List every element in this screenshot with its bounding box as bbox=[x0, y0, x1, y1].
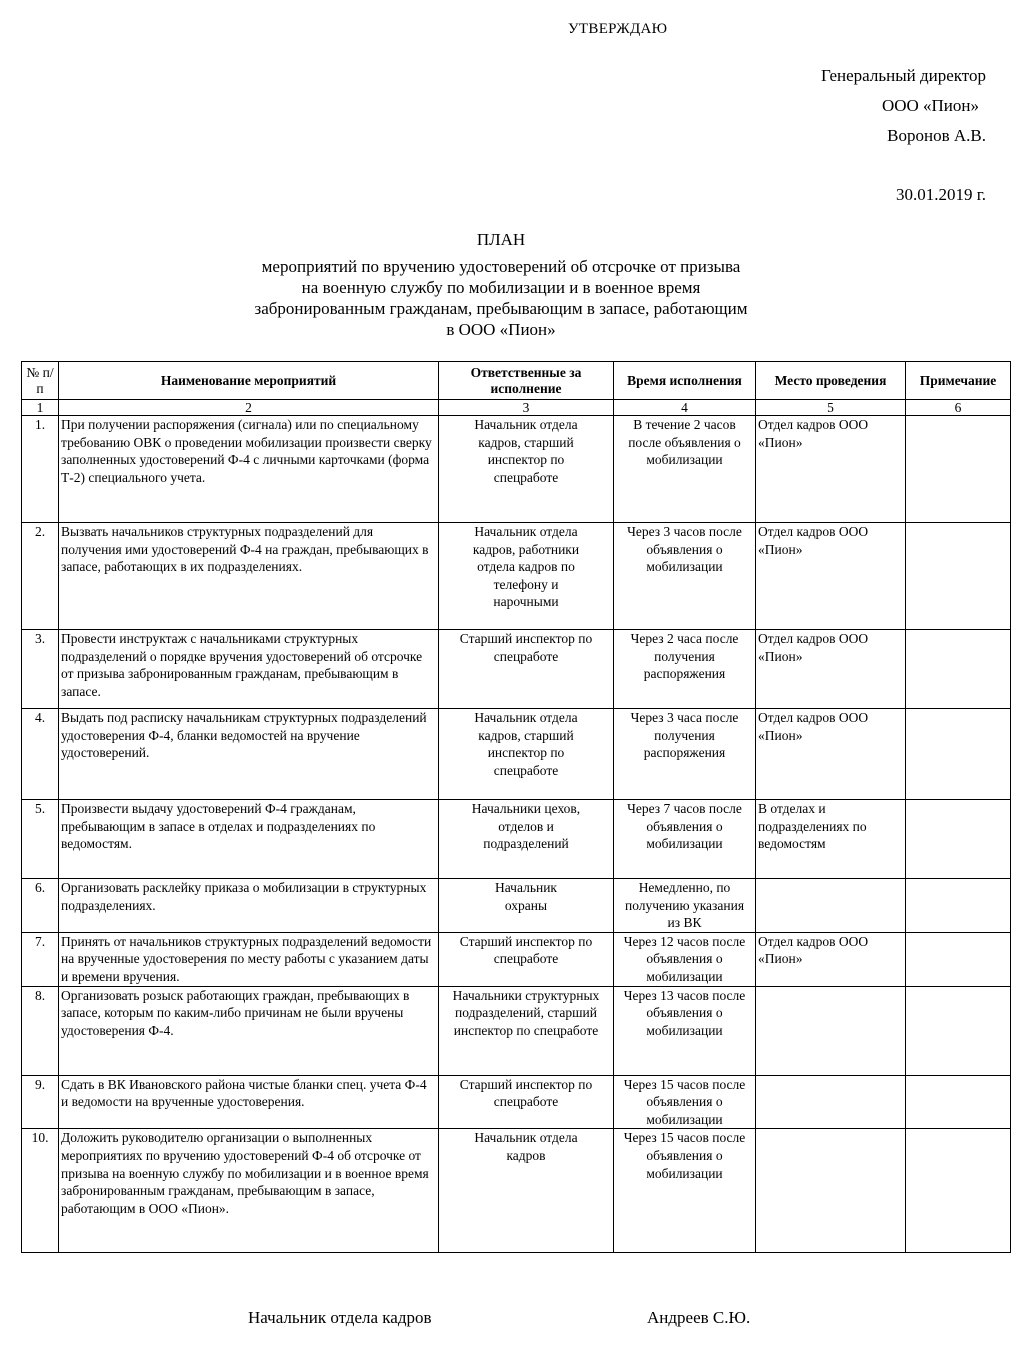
row-number: 2. bbox=[22, 523, 59, 630]
row-place bbox=[756, 879, 906, 933]
row-time: Через 7 часов после объявления о мобилизации bbox=[614, 800, 756, 879]
row-note bbox=[906, 800, 1011, 879]
column-number: 6 bbox=[906, 400, 1011, 416]
approval-label: УТВЕРЖДАЮ bbox=[568, 21, 668, 37]
header-place: Место проведения bbox=[756, 362, 906, 400]
row-place bbox=[756, 1129, 906, 1253]
row-time: Через 3 часа после получения распоряжения bbox=[614, 709, 756, 800]
row-activity: Организовать розыск работающих граждан, пребывающих в запасе, которым по каким-либо причинам не были вручены удостоверения Ф-4. bbox=[59, 986, 439, 1075]
column-number: 3 bbox=[439, 400, 614, 416]
header-note: Примечание bbox=[906, 362, 1011, 400]
signer-name: Андреев С.Ю. bbox=[647, 1308, 751, 1327]
signer-position: Начальник отдела кадров bbox=[248, 1308, 432, 1327]
row-note bbox=[906, 879, 1011, 933]
approval-date: 30.01.2019 г. bbox=[895, 185, 986, 204]
column-number-row bbox=[22, 400, 1011, 416]
row-place: В отделах и подразделениях по ведомостям bbox=[756, 800, 906, 879]
row-time: Через 15 часов после объявления о мобилизации bbox=[614, 1129, 756, 1253]
row-number: 8. bbox=[22, 986, 59, 1075]
approver-organization: ООО «Пион» bbox=[881, 96, 979, 115]
table-row bbox=[22, 932, 1011, 986]
row-note bbox=[906, 630, 1011, 709]
row-time: В течение 2 часов после объявления о мобилизации bbox=[614, 416, 756, 523]
table-header-row bbox=[22, 362, 1011, 400]
row-time: Немедленно, по получению указания из ВК bbox=[614, 879, 756, 933]
row-activity: Организовать расклейку приказа о мобилизации в структурных подразделениях. bbox=[59, 879, 439, 933]
row-responsible: Начальники структурных подразделений, старший инспектор по спецработе bbox=[439, 986, 614, 1075]
row-number: 7. bbox=[22, 932, 59, 986]
header-time: Время исполнения bbox=[614, 362, 756, 400]
row-note bbox=[906, 523, 1011, 630]
row-responsible: Старший инспектор по спецработе bbox=[439, 1075, 614, 1129]
row-activity: При получении распоряжения (сигнала) или по специальному требованию ОВК о проведении мобилизации произвести сверку заполненных удостоверений Ф-4 с личными карточками (форма Т-2) специального учета. bbox=[59, 416, 439, 523]
row-activity: Выдать под расписку начальникам структурных подразделений удостоверения Ф-4, бланки ведомостей на вручение удостоверений. bbox=[59, 709, 439, 800]
row-activity: Вызвать начальников структурных подразделений для получения ими удостоверений Ф-4 на граждан, пребывающих в запасе, работающих в их подразделениях. bbox=[59, 523, 439, 630]
column-number: 2 bbox=[59, 400, 439, 416]
row-time: Через 12 часов после объявления о мобилизации bbox=[614, 932, 756, 986]
row-responsible: Старший инспектор по спецработе bbox=[439, 932, 614, 986]
row-note bbox=[906, 932, 1011, 986]
row-time: Через 3 часов после объявления о мобилизации bbox=[614, 523, 756, 630]
row-responsible: Начальник отдела кадров, старший инспектор по спецработе bbox=[439, 416, 614, 523]
table-row bbox=[22, 986, 1011, 1075]
column-number: 4 bbox=[614, 400, 756, 416]
row-note bbox=[906, 416, 1011, 523]
row-number: 5. bbox=[22, 800, 59, 879]
document-subtitle-line-2: на военную службу по мобилизации и в военное время bbox=[301, 278, 701, 297]
row-place: Отдел кадров ООО «Пион» bbox=[756, 630, 906, 709]
row-number: 6. bbox=[22, 879, 59, 933]
header-name: Наименование мероприятий bbox=[59, 362, 439, 400]
table-row bbox=[22, 416, 1011, 523]
table-row bbox=[22, 709, 1011, 800]
row-note bbox=[906, 1129, 1011, 1253]
row-note bbox=[906, 986, 1011, 1075]
row-place bbox=[756, 986, 906, 1075]
row-number: 9. bbox=[22, 1075, 59, 1129]
column-number: 1 bbox=[22, 400, 59, 416]
row-activity: Сдать в ВК Ивановского района чистые бланки спец. учета Ф-4 и ведомости на врученные удостоверения. bbox=[59, 1075, 439, 1129]
row-responsible: Начальники цехов, отделов и подразделений bbox=[439, 800, 614, 879]
row-activity: Произвести выдачу удостоверений Ф-4 гражданам, пребывающим в запасе в отделах и подразделениях по ведомостям. bbox=[59, 800, 439, 879]
row-place: Отдел кадров ООО «Пион» bbox=[756, 932, 906, 986]
row-time: Через 2 часа после получения распоряжения bbox=[614, 630, 756, 709]
document-subtitle-line-3: забронированным гражданам, пребывающим в запасе, работающим bbox=[254, 299, 748, 318]
document-heading: ПЛАН bbox=[476, 230, 526, 249]
document-subtitle-line-4: в ООО «Пион» bbox=[446, 320, 556, 339]
row-number: 4. bbox=[22, 709, 59, 800]
row-place: Отдел кадров ООО «Пион» bbox=[756, 416, 906, 523]
column-number: 5 bbox=[756, 400, 906, 416]
row-activity: Доложить руководителю организации о выполненных мероприятиях по вручению удостоверений Ф-4 об отсрочке от призыва на военную службу по мобилизации и в военное время забронированным гражданам, пребывающим в запасе, работающим в ООО «Пион». bbox=[59, 1129, 439, 1253]
row-responsible: Начальник отдела кадров, старший инспектор по спецработе bbox=[439, 709, 614, 800]
approver-name: Воронов А.В. bbox=[887, 126, 986, 145]
header-no: № п/п bbox=[22, 362, 59, 400]
row-place: Отдел кадров ООО «Пион» bbox=[756, 709, 906, 800]
row-note bbox=[906, 1075, 1011, 1129]
row-responsible: Начальник отдела кадров, работники отдела кадров по телефону и нарочными bbox=[439, 523, 614, 630]
approver-position: Генеральный директор bbox=[820, 66, 986, 85]
row-time: Через 13 часов после объявления о мобилизации bbox=[614, 986, 756, 1075]
row-number: 1. bbox=[22, 416, 59, 523]
row-responsible: Начальник охраны bbox=[439, 879, 614, 933]
table-row bbox=[22, 630, 1011, 709]
document-subtitle-line-1: мероприятий по вручению удостоверений об отсрочке от призыва bbox=[261, 257, 741, 276]
row-responsible: Старший инспектор по спецработе bbox=[439, 630, 614, 709]
table-row bbox=[22, 1075, 1011, 1129]
row-place bbox=[756, 1075, 906, 1129]
plan-table bbox=[21, 361, 1011, 1253]
row-activity: Провести инструктаж с начальниками структурных подразделений о порядке вручения удостоверений об отсрочке от призыва забронированным гражданам, пребывающим в запасе. bbox=[59, 630, 439, 709]
row-number: 10. bbox=[22, 1129, 59, 1253]
table-row bbox=[22, 523, 1011, 630]
row-responsible: Начальник отдела кадров bbox=[439, 1129, 614, 1253]
row-number: 3. bbox=[22, 630, 59, 709]
row-note bbox=[906, 709, 1011, 800]
table-row bbox=[22, 1129, 1011, 1253]
header-responsible: Ответственные за исполнение bbox=[439, 362, 614, 400]
table-row bbox=[22, 879, 1011, 933]
row-place: Отдел кадров ООО «Пион» bbox=[756, 523, 906, 630]
table-row bbox=[22, 800, 1011, 879]
row-time: Через 15 часов после объявления о мобилизации bbox=[614, 1075, 756, 1129]
row-activity: Принять от начальников структурных подразделений ведомости на врученные удостоверения по месту работы с указанием даты и времени вручения. bbox=[59, 932, 439, 986]
